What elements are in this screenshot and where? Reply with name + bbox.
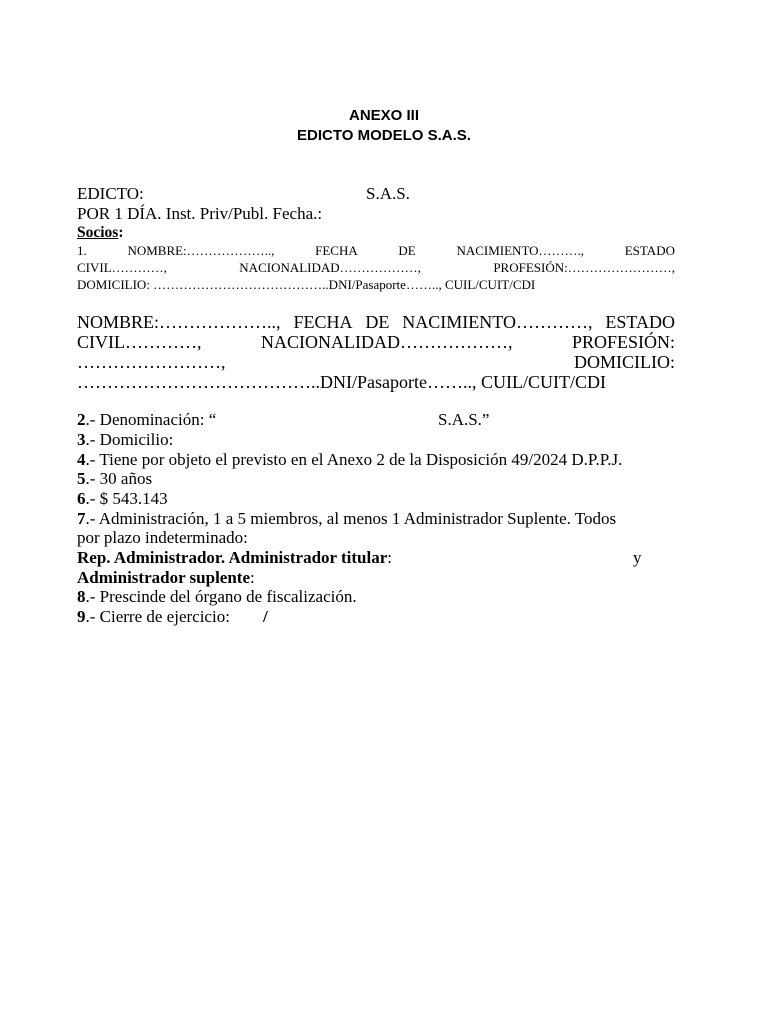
annex-title: ANEXO III	[348, 107, 419, 124]
por-line: POR 1 DÍA. Inst. Priv/Publ. Fecha.:	[77, 204, 323, 223]
administrador-suplente: Administrador suplente:	[77, 568, 255, 587]
socio2-line4: …………………………………..DNI/Pasaporte…….., CUIL/CUIT/CDI	[77, 372, 606, 392]
socio1-line1: 1. NOMBRE:……………….., FECHA DE NACIMIENTO………., ESTADO	[77, 243, 675, 258]
socio2-line1: NOMBRE:……………….., FECHA DE NACIMIENTO…………, ESTADO	[77, 312, 675, 332]
item-7-administracion: 7.- Administración, 1 a 5 miembros, al menos 1 Administrador Suplente. Todos	[77, 509, 617, 528]
item-7-continuation: por plazo indeterminado:	[77, 528, 248, 547]
item-9-cierre: 9.- Cierre de ejercicio:	[77, 607, 230, 626]
item-4-objeto: 4.- Tiene por objeto el previsto en el Anexo 2 de la Disposición 49/2024 D.P.P.J.	[77, 450, 623, 469]
socio1-line3: DOMICILIO: …………………………………..DNI/Pasaporte…….., CUIL/CUIT/CDI	[77, 277, 536, 292]
socio2-line3: ……………………, DOMICILIO:	[77, 352, 675, 372]
item-8-fiscalizacion: 8.- Prescinde del órgano de fiscalización.	[77, 587, 357, 606]
item-6-capital: 6.- $ 543.143	[77, 489, 168, 508]
socios-heading: Socios:	[77, 224, 124, 241]
rep-administrador-titular: Rep. Administrador. Administrador titular:	[77, 548, 393, 567]
edicto-label: EDICTO:	[77, 184, 144, 203]
item-9-slash: /	[263, 607, 268, 626]
socio1-line2: CIVIL…………, NACIONALIDAD………………, PROFESIÓN:……………………,	[77, 260, 675, 275]
item-3-domicilio: 3.- Domicilio:	[77, 430, 174, 449]
edicto-sas: S.A.S.	[366, 184, 410, 203]
item-5-plazo: 5.- 30 años	[77, 469, 153, 488]
rep-y: y	[633, 548, 642, 567]
item-2-sas: S.A.S.”	[438, 410, 490, 429]
socio2-line2: CIVIL…………, NACIONALIDAD………………, PROFESIÓN:	[77, 332, 675, 352]
item-2-denominacion: 2.- Denominación: “	[77, 410, 217, 429]
model-title: EDICTO MODELO S.A.S.	[297, 127, 471, 144]
